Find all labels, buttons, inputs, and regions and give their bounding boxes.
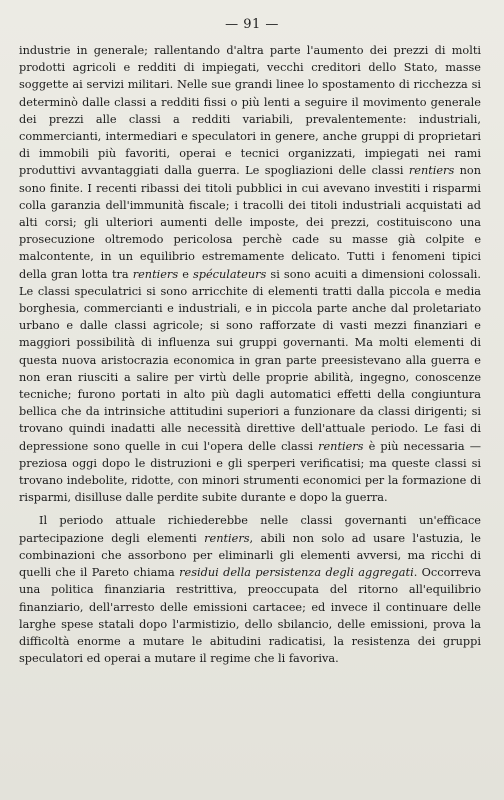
italic-term-rentiers: rentiers: [408, 164, 455, 178]
italic-term-speculateurs: spéculateurs: [192, 267, 267, 281]
paragraph-2-text-b: , abili non solo ad usare l'astuzia, le combinazioni che assorbono per eliminarli gli elementi avversi, ma ricchi di quelli che il Pareto chiama: [19, 531, 481, 580]
italic-term-rentiers: rentiers: [204, 531, 250, 545]
italic-term-rentiers: rentiers: [318, 439, 364, 453]
paragraph-1-text-e: è più necessaria — preziosa oggi dopo le distruzioni e gli sperperi verificatisi; ma queste classi si trovano indebolite, ridotte, con minori strumenti economici per la formazione di risparmi, disilluse dalle perdite subite durante e dopo la guerra.: [19, 439, 481, 505]
paragraph-1-text-a: industrie in generale; rallentando d'altra parte l'aumento dei prezzi di molti prodotti agricoli e redditi di impiegati, vecchi creditori dello Stato, masse soggette ai servizi militari. Nelle sue grandi linee lo spostamento di ricchezza si determinò dalle classi a redditi fissi o più lenti a seguire il movimento generale dei prezzi alle classi a redditi variabili, prevalentemente: industriali, commercianti, intermediari e speculatori in genere, anche gruppi di proprietari di immobili più favoriti, operai e tecnici organizzati, impiegati nei rami produttivi avvantaggiati dalla guerra. Le spogliazioni delle classi: [19, 44, 481, 178]
paragraph-1-text-b: non sono finite. I recenti ribassi dei titoli pubblici in cui avevano investiti i risparmi colla garanzia dell'immunità fiscale; i tracolli dei titoli industriali acquistati ad alti corsi; gli ulteriori aumenti delle imposte, dei prezzi, costituiscono una prosecuzione oltremodo pericolosa perchè cade su masse già colpite e malcontente, in un equilibrio estremamente delicato. Tutti i fenomeni tipici della gran lotta tra: [19, 164, 481, 281]
paragraph-2: [19, 512, 481, 667]
paragraph-1-text-c: e: [178, 267, 193, 281]
paragraph-1: [19, 42, 481, 506]
italic-term-residui: residui della persistenza degli aggregati: [179, 566, 414, 580]
paragraph-1-text-d: si sono acuiti a dimensioni colossali. Le classi speculatrici si sono arricchite di elementi tratti dalla piccola e media borghesia, commercianti e industriali, e in piccola parte anche dal proletariato urbano e dalle classi agricole; si sono rafforzate di vasti mezzi finanziari e maggiori possibilità di influenza sui gruppi governanti. Ma molti elementi di questa nuova aristocrazia economica in gran parte preesistevano alla guerra e non eran riusciti a salire per virtù delle proprie abilità, ingegno, conoscenze tecniche; furono portati in alto più dagli automatici effetti della congiuntura bellica che da intrinsiche attitudini superiori a funzionare da classi dirigenti; si trovano quindi inadatti alle necessità direttive dell'attuale periodo. Le fasi di depressione sono quelle in cui l'opera delle classi: [19, 267, 482, 453]
paragraph-2-text-c: . Occorreva una politica finanziaria restrittiva, preoccupata del ritorno all'equilibrio finanziario, dell'arresto delle emissioni cartacee; ed invece il continuare delle larghe spese statali dopo l'armistizio, dello sbilancio, delle emissioni, prova la difficoltà enorme a mutare le abitudini radicatisi, la resistenza dei gruppi speculatori ed operai a mutare il regime che li favoriva.: [19, 566, 481, 666]
italic-term-rentiers: rentiers: [132, 267, 179, 281]
paragraph-2-text-a: Il periodo attuale richiederebbe nelle classi governanti un'efficace partecipazione degli elementi: [19, 514, 481, 545]
body-text: [19, 42, 481, 667]
page-number: — 91 —: [225, 17, 279, 32]
